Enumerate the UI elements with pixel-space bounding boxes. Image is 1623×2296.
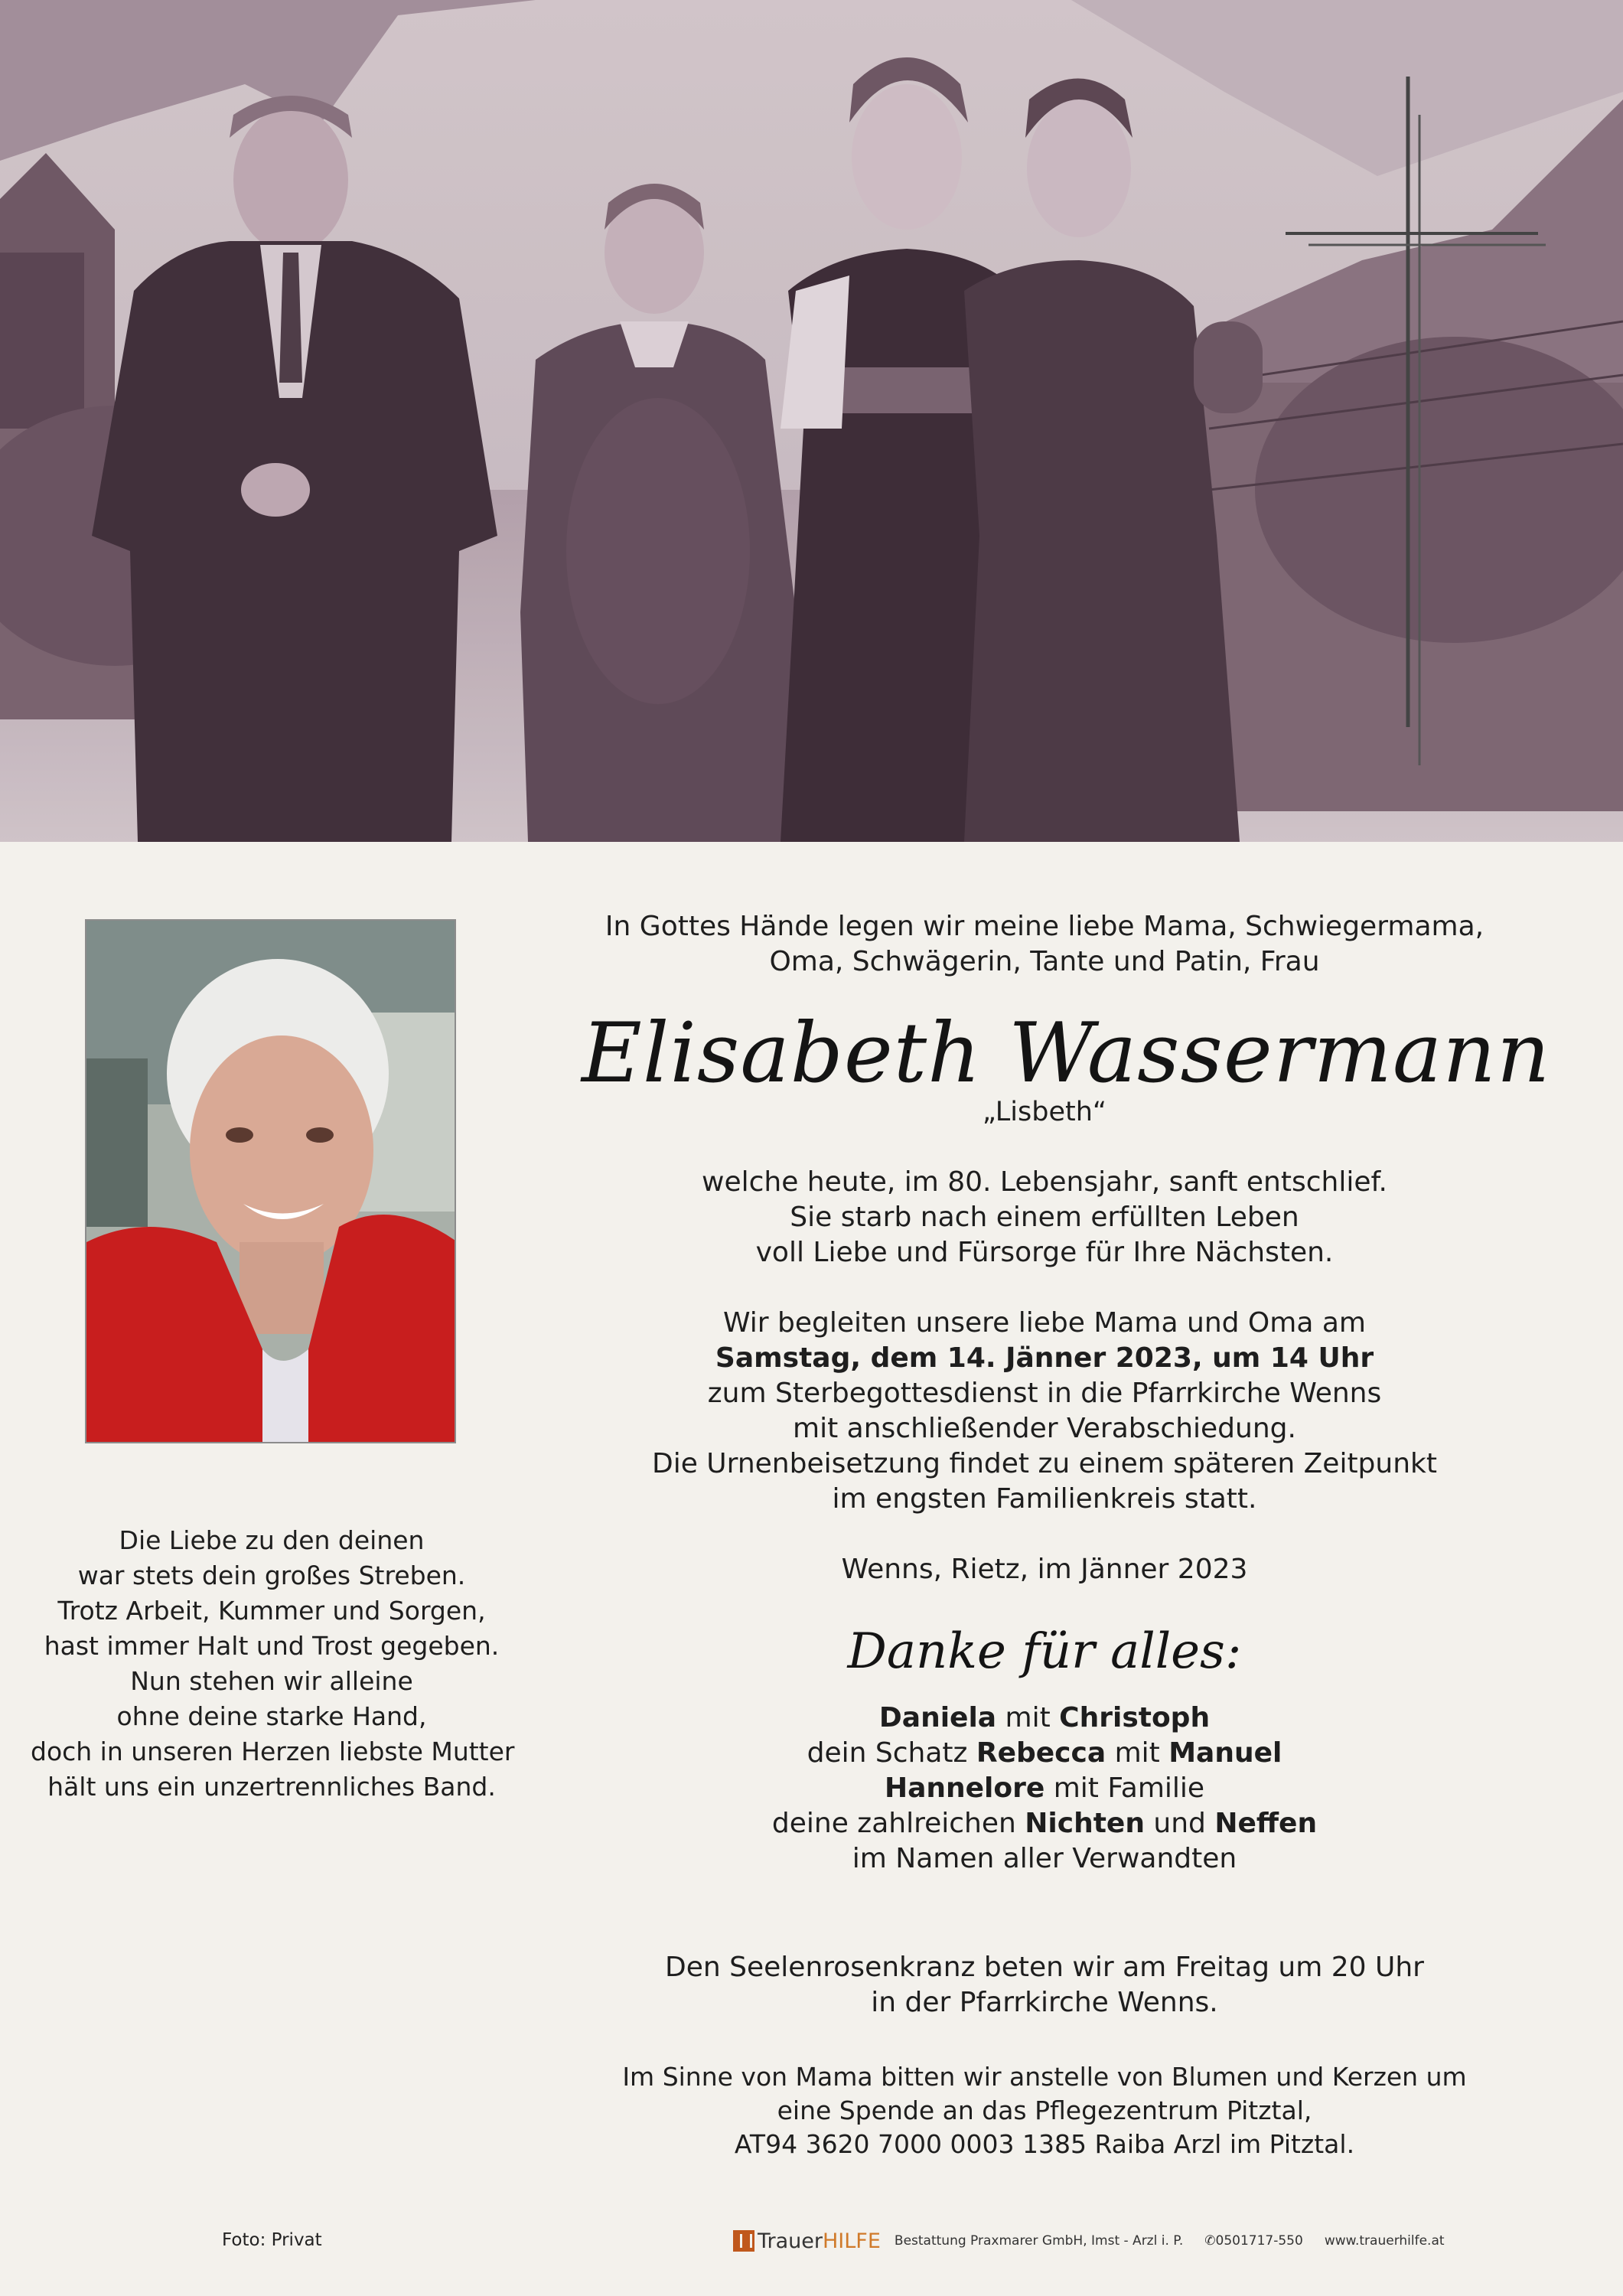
family-member: Christoph [1059,1702,1211,1733]
rosary-line: Den Seelenrosenkranz beten wir am Freitag um 20 Uhr [665,1952,1424,1983]
family-member: Rebecca [976,1737,1106,1769]
brand-name-part1: Trauer [758,2229,823,2253]
family-connector: deine zahlreichen [771,1808,1025,1839]
portrait-photo [85,919,456,1443]
death-line: welche heute, im 80. Lebensjahr, sanft entschlief. [702,1166,1387,1198]
family-member: Manuel [1168,1737,1282,1769]
intro-line: Oma, Schwägerin, Tante und Patin, Frau [769,946,1320,977]
deceased-nickname: „Lisbeth“ [982,1097,1107,1127]
ceremony-line: Wir begleiten unsere liebe Mama und Oma am [723,1307,1366,1339]
ceremony-line: Die Urnenbeisetzung findet zu einem späteren Zeitpunkt [651,1448,1438,1479]
family-connector: dein Schatz [807,1737,976,1769]
company-name: Bestattung Praxmarer GmbH, Imst - Arzl i. P. [894,2233,1184,2249]
family-member: Daniela [878,1702,997,1733]
death-line: voll Liebe und Fürsorge für Ihre Nächsten. [755,1237,1334,1268]
rosary-line: in der Pfarrkirche Wenns. [871,1987,1218,2018]
portrait-image [86,921,456,1443]
donation-line: AT94 3620 7000 0003 1385 Raiba Arzl im Pitztal. [734,2129,1355,2159]
poem-line: Trotz Arbeit, Kummer und Sorgen, [57,1596,486,1626]
family-row: im Namen aller Verwandten [852,1843,1237,1874]
family-row [582,1771,1507,1806]
family-connector: mit Familie [1045,1773,1205,1804]
phone-number: ✆0501717-550 [1204,2233,1303,2249]
photo-credit: Foto: Privat [222,2230,322,2250]
poem-line: hält uns ein unzertrennliches Band. [47,1772,496,1802]
intro-line: In Gottes Hände legen wir meine liebe Mama, Schwiegermama, [605,911,1484,942]
ceremony-details [582,1306,1507,1517]
poem-line: Nun stehen wir alleine [130,1666,413,1696]
intro-text [582,909,1507,980]
family-member: Neffen [1214,1808,1318,1839]
donation-line: Im Sinne von Mama bitten wir anstelle von Blumen und Kerzen um [622,2062,1467,2092]
deceased-name: Elisabeth Wassermann [582,1006,1551,1101]
poem-line: hast immer Halt und Trost gegeben. [44,1631,500,1661]
cross-icon [1286,77,1546,773]
poem-line: Die Liebe zu den deinen [119,1525,425,1555]
ceremony-line: im engsten Familienkreis statt. [832,1483,1257,1515]
poem-line: war stets dein großes Streben. [77,1561,466,1590]
family-connector: mit [996,1702,1060,1733]
poem-line: ohne deine starke Hand, [116,1701,427,1731]
family-row [582,1806,1507,1841]
donation-notice [582,2060,1507,2161]
family-member: Hannelore [884,1773,1045,1804]
family-connector: und [1144,1808,1215,1839]
header-family-photo [0,0,1623,842]
poem-line: doch in unseren Herzen liebste Mutter [31,1737,515,1766]
family-row [582,1701,1507,1736]
death-notice [582,1165,1507,1270]
rosary-notice [582,1950,1507,2020]
thanks-heading: Danke für alles: [847,1623,1242,1680]
brand-name-part2: HILFE [823,2229,881,2253]
trauerhilfe-logo-icon [733,2230,754,2252]
family-row [582,1736,1507,1771]
family-connector: mit [1106,1737,1169,1769]
place-and-date: Wenns, Rietz, im Jänner 2023 [841,1554,1248,1585]
family-member: Nichten [1025,1808,1145,1839]
ceremony-date: Samstag, dem 14. Jänner 2023, um 14 Uhr [715,1342,1374,1374]
poem [31,1523,513,1805]
ceremony-line: mit anschließender Verabschiedung. [793,1413,1296,1444]
death-line: Sie starb nach einem erfüllten Leben [790,1202,1299,1233]
donation-line: eine Spende an das Pflegezentrum Pitztal, [777,2095,1312,2125]
ceremony-line: zum Sterbegottesdienst in die Pfarrkirche Wenns [707,1378,1382,1409]
website-link[interactable]: www.trauerhilfe.at [1324,2233,1445,2249]
footer [733,2229,1445,2253]
announcement-text [582,903,1551,2161]
family-list [582,1701,1507,1877]
